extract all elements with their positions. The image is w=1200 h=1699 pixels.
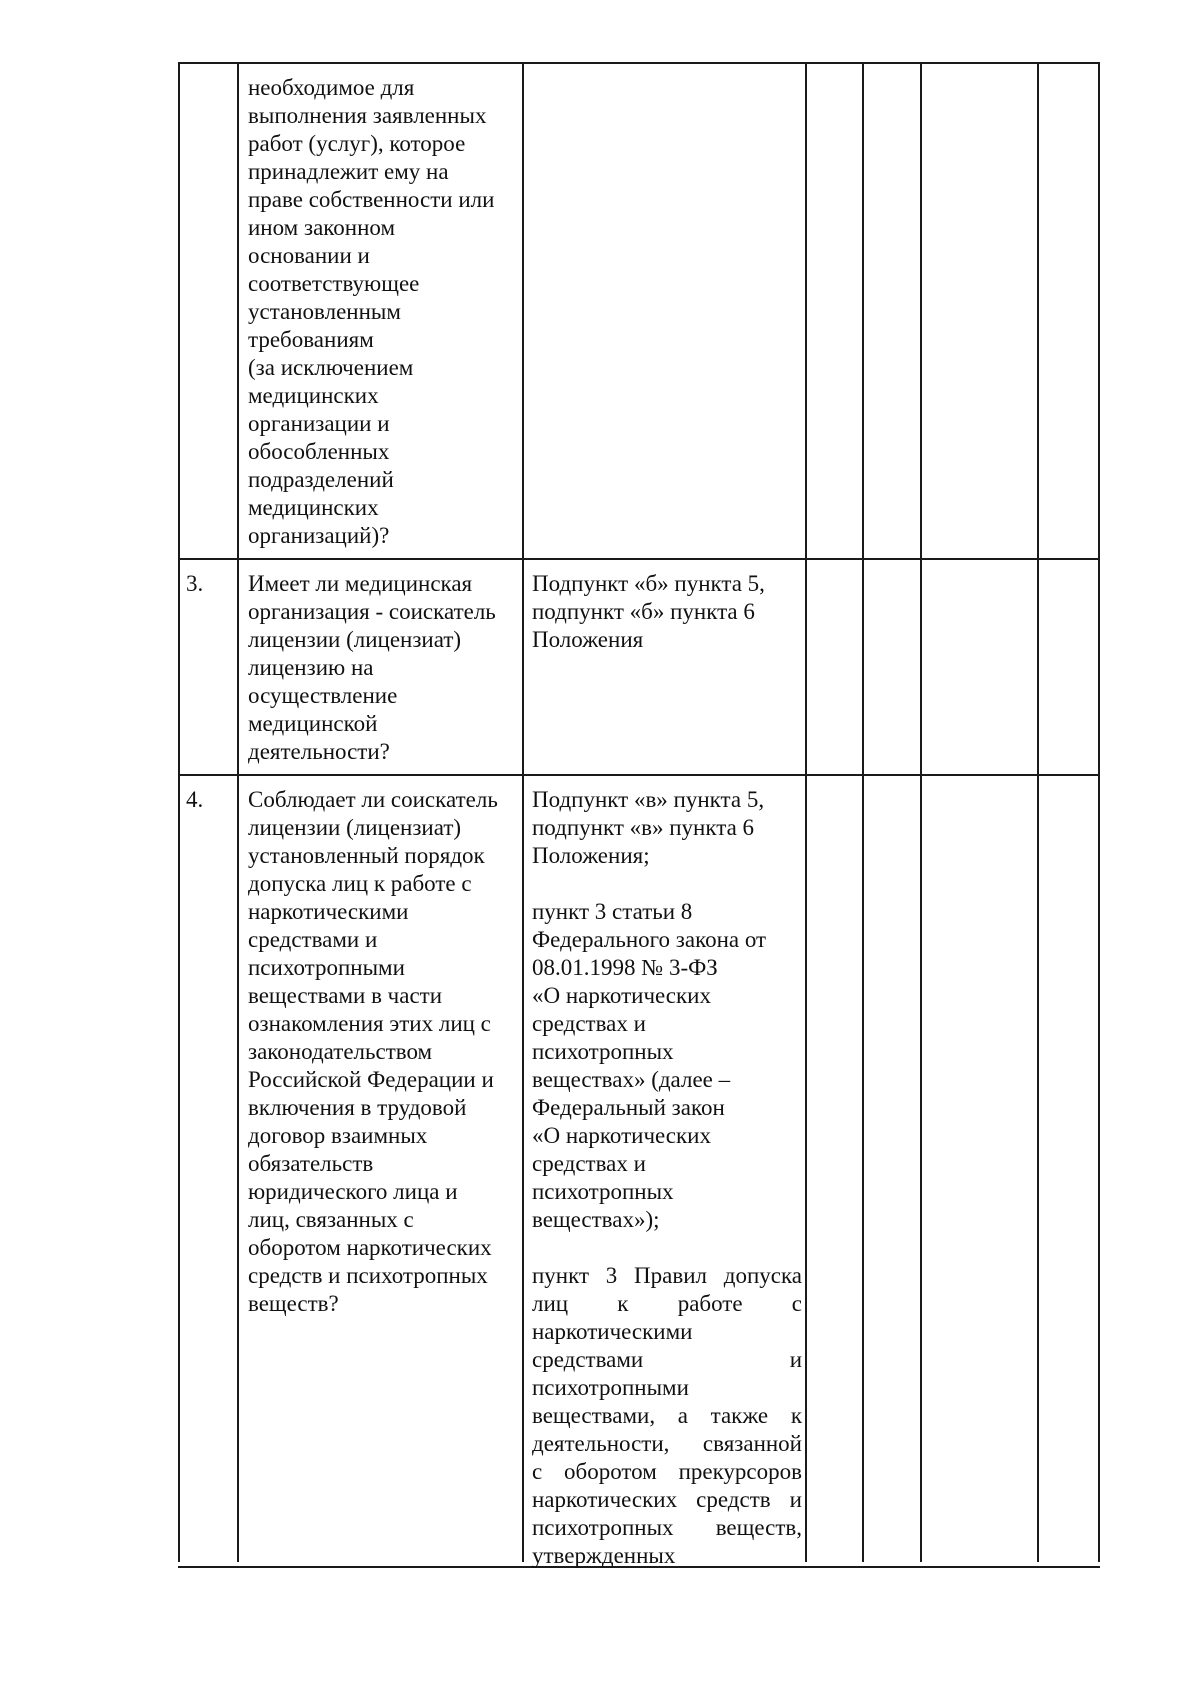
column-divider-reference: [805, 62, 807, 1562]
reference-line: подпункт «в» пункта 6: [532, 815, 755, 840]
question-line: (за исключением: [248, 355, 414, 380]
reference-line: психотропных: [532, 1039, 674, 1064]
table-border-right: [1098, 62, 1100, 1562]
reference-line: Федеральный закон: [532, 1095, 725, 1120]
reference-line: «О наркотических: [532, 1123, 711, 1148]
question-line: обязательств: [248, 1151, 374, 1176]
question-line: медицинских: [248, 383, 379, 408]
reference-line: средствах и: [532, 1011, 646, 1036]
question-line: организаций)?: [248, 523, 390, 548]
row-number: 3.: [186, 571, 204, 596]
column-divider-question: [522, 62, 524, 1562]
reference-line: пункт 3 Правил допуска: [532, 1263, 802, 1288]
reference-line: Положения: [532, 627, 644, 652]
column-divider-5: [920, 62, 922, 1562]
reference-line: наркотических средств и: [532, 1487, 802, 1512]
reference-line: психотропных веществ,: [532, 1515, 802, 1540]
question-line: ином законном: [248, 215, 396, 240]
column-divider-6: [1037, 62, 1039, 1562]
reference-line: веществах» (далее –: [532, 1067, 731, 1092]
row-4-reference: [532, 786, 802, 1570]
reference-line: средствами и: [532, 1347, 802, 1372]
reference-line: психотропных: [532, 1179, 674, 1204]
question-line: включения в трудовой: [248, 1095, 467, 1120]
question-line: лицензии (лицензиат): [248, 815, 462, 840]
reference-line: «О наркотических: [532, 983, 711, 1008]
table-border-left: [178, 62, 180, 1562]
row-3-question: [248, 570, 516, 766]
reference-line: Подпункт «в» пункта 5,: [532, 787, 765, 812]
question-line: договор взаимных: [248, 1123, 428, 1148]
row-divider-4: [178, 774, 1100, 776]
row-3-reference: [532, 570, 800, 654]
reference-line: Подпункт «б» пункта 5,: [532, 571, 765, 596]
reference-line: наркотическими: [532, 1319, 693, 1344]
question-line: наркотическими: [248, 899, 409, 924]
table-border-top: [178, 62, 1100, 64]
question-line: Российской Федерации и: [248, 1067, 494, 1092]
reference-line: веществах»);: [532, 1207, 660, 1232]
question-line: Имеет ли медицинская: [248, 571, 473, 596]
reference-line: пункт 3 статьи 8: [532, 899, 693, 924]
column-divider-4: [862, 62, 864, 1562]
question-line: обособленных: [248, 439, 390, 464]
question-line: оборотом наркотических: [248, 1235, 492, 1260]
question-line: установленным: [248, 299, 401, 324]
question-line: осуществление: [248, 683, 398, 708]
row-divider-3: [178, 558, 1100, 560]
question-line: деятельности?: [248, 739, 390, 764]
reference-line: подпункт «б» пункта 6: [532, 599, 755, 624]
paragraph-gap: [532, 1234, 802, 1262]
question-line: соответствующее: [248, 271, 420, 296]
question-line: допуска лиц к работе с: [248, 871, 472, 896]
question-line: лицензию на: [248, 655, 374, 680]
question-line: веществами в части: [248, 983, 443, 1008]
row-number: 4.: [186, 787, 204, 812]
reference-line: психотропными: [532, 1375, 689, 1400]
question-line: лицензии (лицензиат): [248, 627, 462, 652]
question-line: необходимое для: [248, 75, 415, 100]
reference-line: с оборотом прекурсоров: [532, 1459, 802, 1484]
reference-line: утвержденных: [532, 1543, 676, 1568]
question-line: организация - соискатель: [248, 599, 496, 624]
question-line: требованиям: [248, 327, 374, 352]
reference-line: средствах и: [532, 1151, 646, 1176]
question-line: законодательством: [248, 1039, 433, 1064]
question-line: праве собственности или: [248, 187, 495, 212]
question-line: организации и: [248, 411, 390, 436]
question-line: установленный порядок: [248, 843, 485, 868]
question-line: медицинской: [248, 711, 378, 736]
reference-line: 08.01.1998 № 3-ФЗ: [532, 955, 718, 980]
question-line: выполнения заявленных: [248, 103, 487, 128]
question-line: подразделений: [248, 467, 394, 492]
reference-line: лиц к работе с: [532, 1291, 802, 1316]
row-4-question: [248, 786, 516, 1318]
question-line: работ (услуг), которое: [248, 131, 466, 156]
row-continuation-question: [248, 74, 516, 550]
question-line: ознакомления этих лиц с: [248, 1011, 491, 1036]
question-line: принадлежит ему на: [248, 159, 449, 184]
question-line: психотропными: [248, 955, 405, 980]
question-line: юридического лица и: [248, 1179, 458, 1204]
reference-line: Положения;: [532, 843, 650, 868]
reference-line: Федерального закона от: [532, 927, 767, 952]
question-line: медицинских: [248, 495, 379, 520]
column-divider-number: [237, 62, 239, 1562]
question-line: веществ?: [248, 1291, 339, 1316]
reference-line: деятельности, связанной: [532, 1431, 802, 1456]
question-line: Соблюдает ли соискатель: [248, 787, 498, 812]
question-line: средств и психотропных: [248, 1263, 488, 1288]
question-line: лиц, связанных с: [248, 1207, 414, 1232]
reference-line: веществами, а также к: [532, 1403, 802, 1428]
question-line: средствами и: [248, 927, 378, 952]
paragraph-gap: [532, 870, 802, 898]
question-line: основании и: [248, 243, 370, 268]
